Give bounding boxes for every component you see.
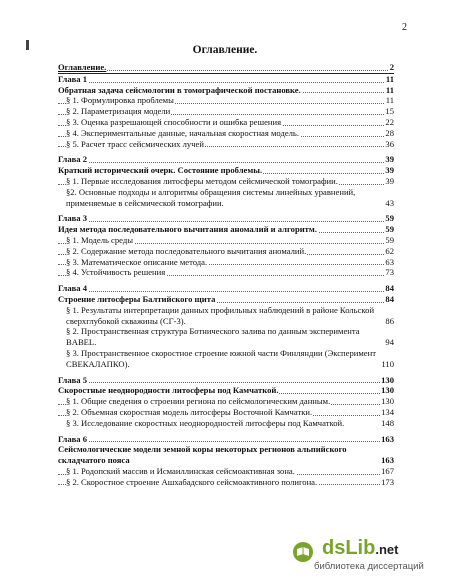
toc-entry-title: § 1. Первые исследования литосферы методом сейсмической томографии.: [66, 175, 338, 186]
toc-page-number: 2: [389, 62, 394, 72]
toc-entry-title: Глава 5: [58, 374, 87, 385]
toc-entry-title: § 2. Скоростное строение Ашхабадского сейсмоактивного полигона.: [66, 476, 318, 487]
toc-entry-title: § 3. Математическое описание метода.: [66, 256, 208, 267]
toc-leader-dots: [58, 382, 394, 383]
toc-heading[interactable]: [58, 294, 394, 305]
toc-entry[interactable]: [58, 246, 394, 257]
toc-entry-title: Глава 2: [58, 154, 87, 165]
toc-page-number: 59: [385, 234, 394, 245]
toc-page-number: 11: [385, 84, 394, 95]
toc-entry[interactable]: [58, 477, 394, 488]
toc-page-number: 86: [385, 315, 394, 326]
page-title: Оглавление.: [192, 44, 258, 56]
toc-page-number: 134: [381, 406, 394, 417]
toc-entry[interactable]: [58, 267, 394, 278]
toc-entry-title: Строение литосферы Балтийского щита: [58, 293, 216, 304]
toc-entry-title: Глава 1: [58, 73, 87, 84]
book-icon: [292, 541, 314, 563]
toc-entry[interactable]: [58, 235, 394, 246]
toc-page-number: 28: [385, 127, 394, 138]
toc-heading[interactable]: [58, 375, 394, 386]
toc-leader-dots: [58, 82, 394, 83]
toc-entry[interactable]: [58, 326, 394, 348]
toc-entry-title: §2. Основные подходы и алгоритмы обращения системы линейных уравнений, применяемые в сейсмической томографии.: [66, 186, 356, 208]
toc-entry-title: § 2. Содержание метода последовательного вычитания аномалий.: [66, 245, 307, 256]
toc-page-number: 167: [381, 465, 394, 476]
toc-page-number: 84: [385, 293, 394, 304]
toc-entry-title: Скоростные неоднородности литосферы под Камчаткой.: [58, 385, 279, 396]
toc-page-number: 173: [381, 476, 394, 487]
toc-entry-title: § 3. Оценка разрешающей способности и ошибка решения: [66, 116, 282, 127]
toc-entry[interactable]: [58, 95, 394, 106]
toc-heading[interactable]: [58, 224, 394, 235]
toc-entry[interactable]: [58, 117, 394, 128]
toc-page-number: 15: [385, 106, 394, 117]
toc-entry-title: Сейсмологические модели земной коры некоторых регионов альпийского складчатого пояса: [58, 444, 347, 466]
toc-heading[interactable]: [58, 85, 394, 96]
toc-heading[interactable]: [58, 213, 394, 224]
toc-entry-title: Глава 4: [58, 283, 87, 294]
toc-entry[interactable]: [58, 396, 394, 407]
toc-page-number: 39: [385, 165, 394, 176]
toc-page-number: 43: [385, 197, 394, 208]
table-of-contents: [58, 62, 394, 487]
toc-entry-title: § 4. Устойчивость решения: [66, 267, 166, 278]
toc-entry-title: § 2. Параметризация модели: [66, 106, 171, 117]
toc-entry-title: § 1. Формулировка проблемы: [66, 95, 174, 106]
toc-heading[interactable]: [58, 165, 394, 176]
toc-page-number: 11: [385, 73, 394, 84]
toc-page-number: 110: [381, 358, 394, 369]
toc-entry-title: § 3. Исследование скоростных неоднородностей литосферы под Камчаткой.: [66, 417, 345, 428]
dslib-logo[interactable]: [292, 537, 442, 575]
toc-heading[interactable]: [58, 434, 394, 445]
toc-page-number: 11: [385, 95, 394, 106]
toc-page-number: 130: [381, 374, 394, 385]
toc-page-number: 39: [385, 154, 394, 165]
toc-entry-title: Идея метода последовательного вычитания аномалий и алгоритм.: [58, 224, 317, 235]
page-number: 2: [402, 22, 407, 33]
toc-entry-title: Глава 6: [58, 433, 87, 444]
toc-leader-dots: [58, 70, 394, 71]
toc-page-number: 130: [381, 385, 394, 396]
toc-entry-title: Оглавление.: [58, 62, 107, 72]
toc-entry-title: § 3. Пространственное скоростное строение южной части Финляндии (Эксперимент СВЕКАЛАПКО).: [66, 347, 376, 369]
toc-page-number: 84: [385, 283, 394, 294]
toc-entry[interactable]: [58, 257, 394, 268]
toc-entry-title: § 2. Пространственная структура Ботнического залива по данным эксперимента BABEL.: [66, 326, 360, 348]
toc-entry-title: Глава 3: [58, 213, 87, 224]
toc-page-number: 39: [385, 175, 394, 186]
toc-entry[interactable]: [58, 466, 394, 477]
toc-entry[interactable]: [58, 128, 394, 139]
toc-leader-dots: [58, 441, 394, 442]
toc-page-number: 22: [385, 116, 394, 127]
toc-entry[interactable]: [58, 106, 394, 117]
toc-entry[interactable]: [58, 407, 394, 418]
logo-subtitle: библиотека диссертаций: [314, 561, 424, 572]
logo-text: dsLib.net: [322, 537, 399, 559]
toc-entry-title: Краткий исторический очерк. Состояние проблемы.: [58, 165, 263, 176]
toc-page-number: 130: [381, 396, 394, 407]
toc-entry[interactable]: [58, 305, 394, 327]
toc-entry[interactable]: [58, 176, 394, 187]
toc-leader-dots: [58, 162, 394, 163]
toc-page-number: 59: [385, 224, 394, 235]
toc-page-number: 148: [381, 417, 394, 428]
toc-entry[interactable]: [58, 418, 394, 429]
toc-page-number: 59: [385, 213, 394, 224]
toc-entry-title: § 1. Результаты интерпретации данных профильных наблюдений в районе Кольской сверхглубокой скважины (СГ-3).: [66, 304, 375, 326]
toc-heading[interactable]: [58, 444, 394, 466]
toc-entry-title: § 4. Экспериментальные данные, начальная скоростная модель.: [66, 127, 299, 138]
toc-entry-title: § 5. Расчет трасс сейсмических лучей: [66, 138, 204, 149]
toc-page-number: 36: [385, 138, 394, 149]
toc-heading[interactable]: [58, 154, 394, 165]
toc-leader-dots: [58, 291, 394, 292]
toc-heading[interactable]: [58, 62, 394, 74]
toc-entry-title: § 1. Модель среды: [66, 234, 134, 245]
toc-page-number: 62: [385, 245, 394, 256]
toc-page-number: 94: [385, 337, 394, 348]
toc-page-number: 73: [385, 267, 394, 278]
toc-page-number: 163: [381, 455, 394, 466]
toc-leader-dots: [58, 221, 394, 222]
toc-heading[interactable]: [58, 385, 394, 396]
toc-entry-title: § 1. Общие сведения о строении региона по сейсмологическим данным.: [66, 396, 331, 407]
toc-entry[interactable]: [58, 348, 394, 370]
toc-entry-title: § 2. Объемная скоростная модель литосферы Восточной Камчатки.: [66, 406, 313, 417]
toc-entry-title: § 1. Родопский массив и Исмаиллинская сейсмоактивная зона.: [66, 465, 295, 476]
toc-page-number: 63: [385, 256, 394, 267]
toc-heading[interactable]: [58, 74, 394, 85]
toc-page-number: 163: [381, 433, 394, 444]
toc-entry[interactable]: [58, 139, 394, 150]
toc-entry-title: Обратная задача сейсмологии в томографической постановке.: [58, 84, 301, 95]
toc-entry[interactable]: [58, 187, 394, 209]
toc-heading[interactable]: [58, 283, 394, 294]
